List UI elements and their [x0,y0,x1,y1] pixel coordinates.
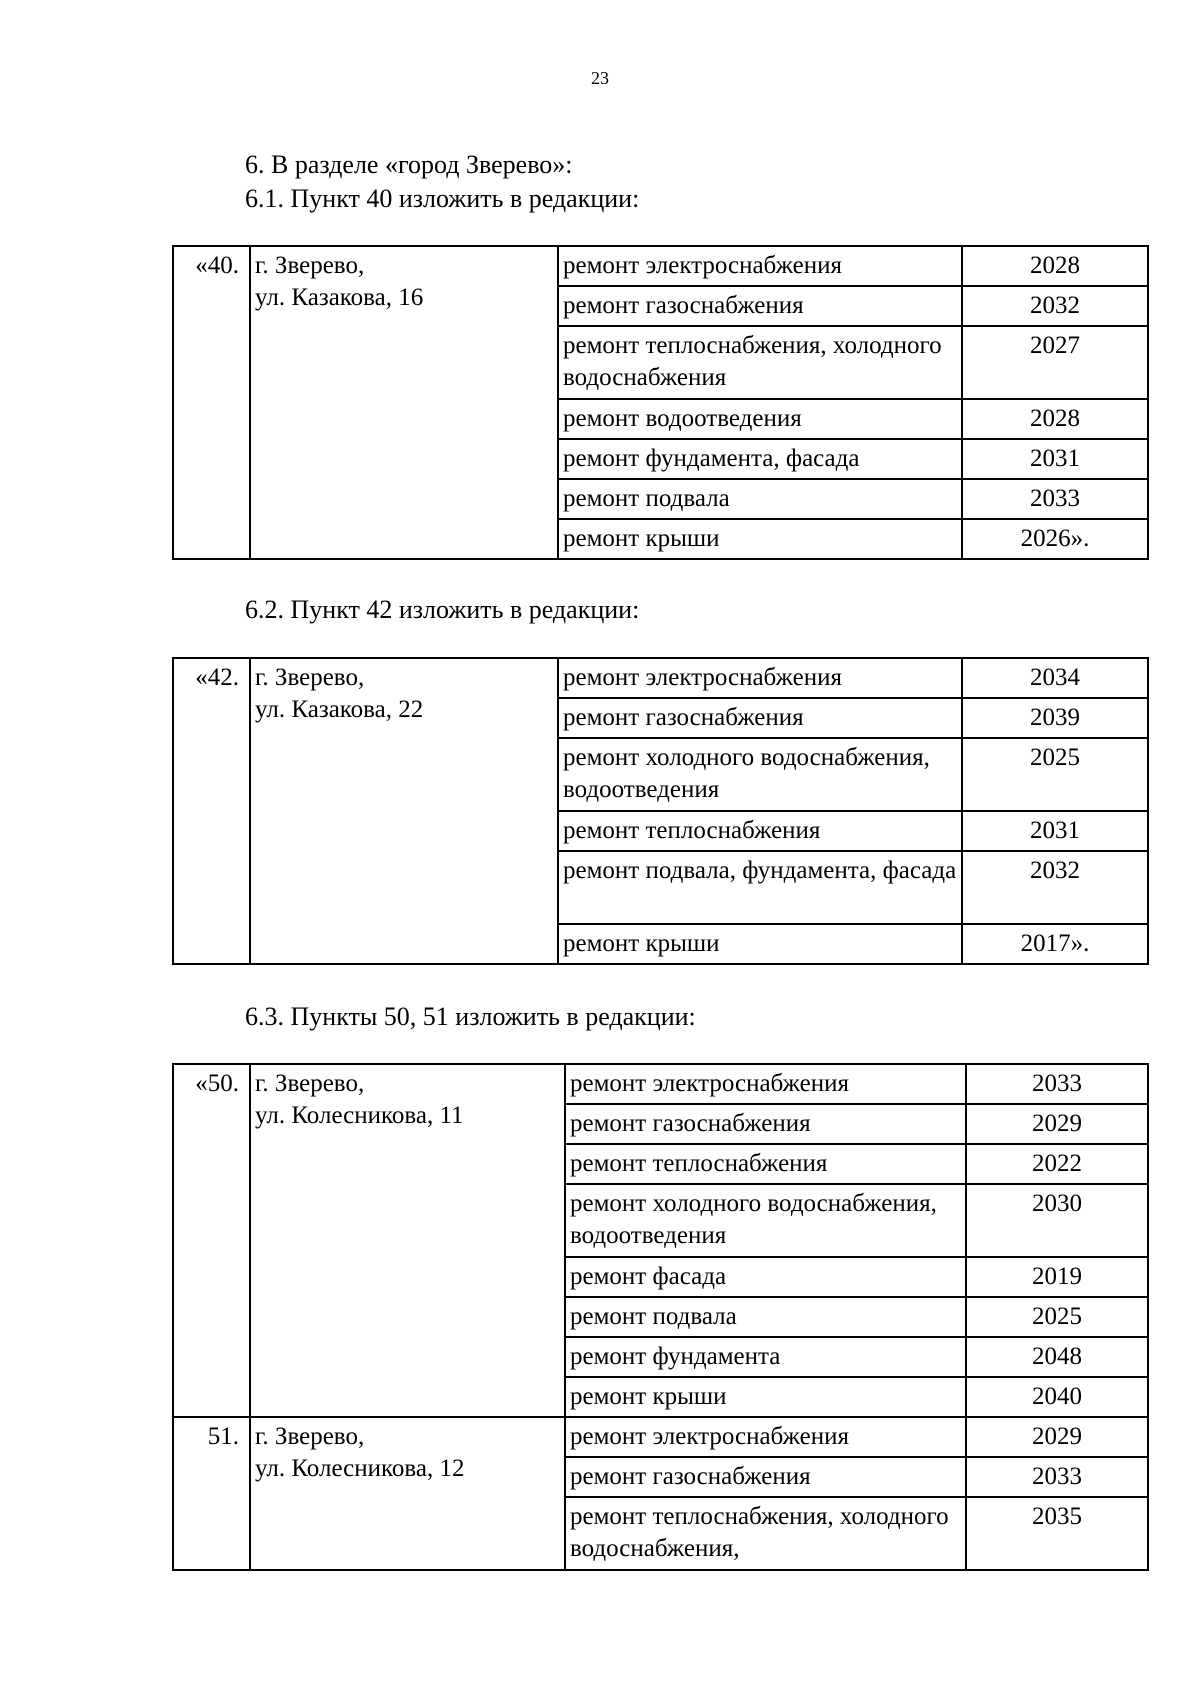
work-type: ремонт фасада [565,1257,966,1297]
work-year: 2032 [962,851,1148,924]
address-city: г. Зверево, [255,1070,365,1097]
address-street: ул. Казакова, 16 [255,284,424,311]
work-year: 2033 [966,1457,1148,1497]
page-number: 23 [591,68,609,88]
table-6-1 [172,245,1149,560]
table-row [173,1064,1148,1104]
work-type: ремонт фундамента [565,1337,966,1377]
work-type: ремонт газоснабжения [558,286,962,326]
work-year: 2033 [962,479,1148,519]
work-year: 2017». [962,924,1148,964]
work-type: ремонт газоснабжения [558,698,962,738]
work-year: 2029 [966,1104,1148,1144]
work-year: 2029 [966,1417,1148,1457]
work-year: 2025 [962,738,1148,811]
item-number: «40. [173,246,250,559]
subsection-6-3-heading: 6.3. Пункты 50, 51 изложить в редакции: [245,1002,696,1031]
work-type: ремонт крыши [558,924,962,964]
item-number: «42. [173,658,250,964]
address-street: ул. Колесникова, 11 [255,1102,464,1129]
address-street: ул. Казакова, 22 [255,696,424,723]
address-street: ул. Колесникова, 12 [255,1455,465,1482]
table-row [173,1417,1148,1457]
work-type: ремонт холодного водоснабжения, водоотведения [565,1184,966,1257]
work-year: 2035 [966,1497,1148,1570]
work-year: 2040 [966,1377,1148,1417]
work-type: ремонт подвала [565,1297,966,1337]
subsection-6-1-heading: 6.1. Пункт 40 изложить в редакции: [245,184,640,213]
address-cell [250,1064,565,1417]
work-type: ремонт теплоснабжения, холодного водоснабжения [558,326,962,399]
work-year: 2031 [962,439,1148,479]
work-type: ремонт электроснабжения [558,246,962,286]
work-year: 2034 [962,658,1148,698]
work-type: ремонт газоснабжения [565,1104,966,1144]
work-year: 2025 [966,1297,1148,1337]
work-year: 2028 [962,246,1148,286]
work-type: ремонт электроснабжения [565,1417,966,1457]
work-year: 2031 [962,811,1148,851]
work-type: ремонт теплоснабжения [565,1144,966,1184]
work-type: ремонт подвала, фундамента, фасада [558,851,962,924]
item-number: 51. [173,1417,250,1570]
work-year: 2022 [966,1144,1148,1184]
address-city: г. Зверево, [255,252,365,279]
work-year: 2032 [962,286,1148,326]
table-6-2 [172,657,1149,965]
address-cell [250,658,558,964]
work-year: 2027 [962,326,1148,399]
address-city: г. Зверево, [255,1423,365,1450]
table-row [173,658,1148,698]
work-type: ремонт холодного водоснабжения, водоотведения [558,738,962,811]
work-year: 2030 [966,1184,1148,1257]
work-year: 2019 [966,1257,1148,1297]
item-number: «50. [173,1064,250,1417]
work-year: 2033 [966,1064,1148,1104]
address-cell [250,246,558,559]
work-year: 2028 [962,399,1148,439]
subsection-6-2-heading: 6.2. Пункт 42 изложить в редакции: [245,595,640,624]
section-heading: 6. В разделе «город Зверево»: [245,150,573,179]
address-city: г. Зверево, [255,664,365,691]
work-type: ремонт крыши [565,1377,966,1417]
work-type: ремонт электроснабжения [558,658,962,698]
work-year: 2039 [962,698,1148,738]
work-type: ремонт крыши [558,519,962,559]
work-type: ремонт теплоснабжения, холодного водоснабжения, [565,1497,966,1570]
address-cell [250,1417,565,1570]
work-type: ремонт подвала [558,479,962,519]
work-year: 2026». [962,519,1148,559]
table-row [173,246,1148,286]
work-year: 2048 [966,1337,1148,1377]
work-type: ремонт электроснабжения [565,1064,966,1104]
work-type: ремонт теплоснабжения [558,811,962,851]
work-type: ремонт фундамента, фасада [558,439,962,479]
table-6-3 [172,1063,1149,1571]
work-type: ремонт водоотведения [558,399,962,439]
work-type: ремонт газоснабжения [565,1457,966,1497]
